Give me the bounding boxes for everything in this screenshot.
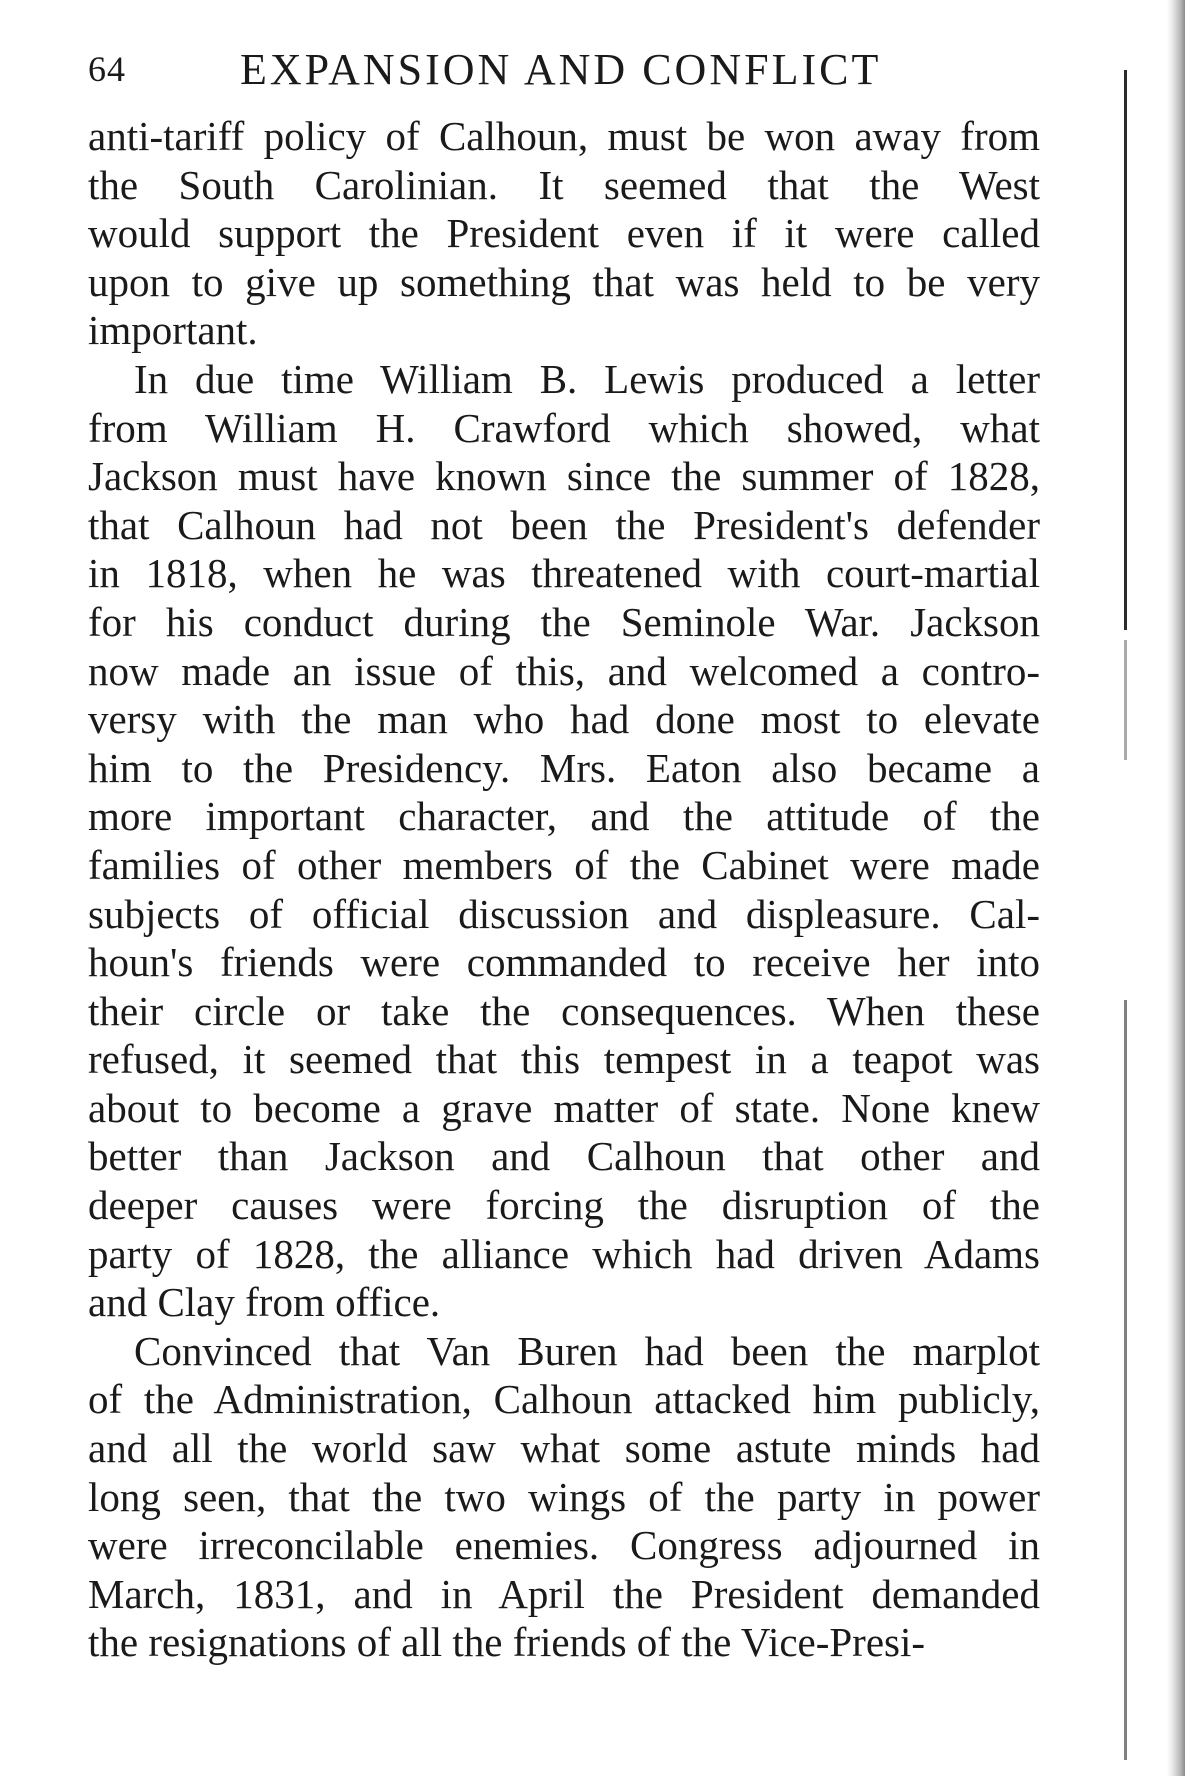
text-line: subjects of official discussion and displeasure. Cal- [88,890,1040,937]
text-line: more important character, and the attitude of the [88,793,1040,840]
page-gutter-shadow [1167,0,1185,1776]
text-line: important. [88,307,258,354]
text-line: the South Carolinian. It seemed that the West [88,161,1040,208]
text-line: for his conduct during the Seminole War. Jackson [88,598,1040,645]
page-number: 64 [88,49,126,89]
text-line: now made an issue of this, and welcomed a contro- [88,647,1040,694]
text-line: that Calhoun had not been the President's defender [88,501,1040,548]
text-line: the resignations of all the friends of the Vice-Presi- [88,1619,926,1666]
paragraph [88,355,1040,1327]
text-line: and all the world saw what some astute minds had [88,1425,1040,1472]
paragraph [88,1327,1040,1667]
running-head: EXPANSION AND CONFLICT [240,45,882,94]
text-line: refused, it seemed that this tempest in a teapot was [88,1036,1040,1083]
text-line: long seen, that the two wings of the party in power [88,1473,1040,1520]
text-line: about to become a grave matter of state. None knew [88,1084,1040,1131]
text-line: In due time William B. Lewis produced a letter [134,355,1040,402]
text-line: were irreconcilable enemies. Congress adjourned in [88,1522,1040,1569]
text-line: of the Administration, Calhoun attacked him publicly, [88,1376,1040,1423]
text-line: families of other members of the Cabinet were made [88,841,1040,888]
text-line: better than Jackson and Calhoun that other and [88,1133,1040,1180]
body-text [88,112,1040,1667]
text-line: upon to give up something that was held to be very [88,258,1040,305]
text-line: March, 1831, and in April the President demanded [88,1570,1040,1617]
paragraph [88,112,1040,355]
gutter-line [1124,70,1127,630]
text-line: houn's friends were commanded to receive her into [88,939,1040,986]
text-line: and Clay from office. [88,1279,441,1326]
gutter-line [1124,640,1127,760]
text-line: him to the Presidency. Mrs. Eaton also became a [88,744,1040,791]
text-line: in 1818, when he was threatened with court-martial [88,550,1040,597]
text-line: Convinced that Van Buren had been the marplot [134,1327,1040,1374]
page-header [88,36,1048,106]
text-line: versy with the man who had done most to elevate [88,696,1040,743]
text-line: anti-tariff policy of Calhoun, must be won away from [88,113,1040,159]
text-line: their circle or take the consequences. When these [88,987,1040,1034]
text-line: from William H. Crawford which showed, what [88,404,1040,451]
text-line: Jackson must have known since the summer of 1828, [88,453,1040,500]
gutter-line [1124,1000,1127,1760]
text-line: would support the President even if it were called [88,210,1040,257]
text-line: deeper causes were forcing the disruption of the [88,1182,1040,1229]
text-line: party of 1828, the alliance which had driven Adams [88,1230,1040,1277]
